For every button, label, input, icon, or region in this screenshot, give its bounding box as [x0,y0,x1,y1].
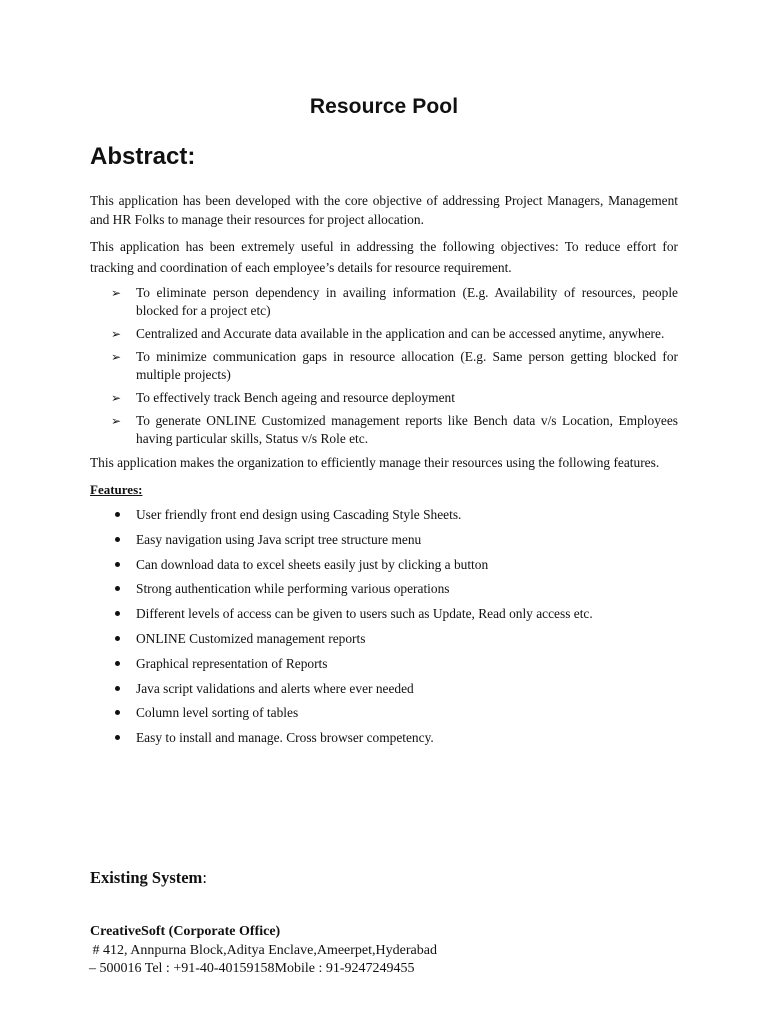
list-item [90,604,678,629]
arrow-bullet-icon: ➢ [111,391,122,405]
bullet-dot-icon [115,512,120,517]
objective-text: Centralized and Accurate data available in the application and can be accessed anytime, anywhere. [136,326,665,341]
list-item [90,389,678,407]
feature-text: Can download data to excel sheets easily just by clicking a button [136,556,489,572]
bullet-dot-icon [115,686,120,691]
bullet-dot-icon [115,735,120,740]
list-item [90,679,678,704]
objective-text: To generate ONLINE Customized management reports like Bench data v/s Location, Employees having particular skills, Status v/s Role etc. [136,413,678,446]
intro-paragraph: This application has been developed with the core objective of addressing Project Managers, Management and HR Folks to manage their resources for project allocation. [90,193,678,227]
list-item [90,530,678,555]
document-title: Resource Pool [309,95,459,118]
arrow-bullet-icon: ➢ [111,286,122,300]
objective-text: To minimize communication gaps in resource allocation (E.g. Same person getting blocked for multiple projects) [136,349,678,382]
objective-text: To effectively track Bench ageing and resource deployment [136,390,455,405]
feature-text: Easy to install and manage. Cross browser competency. [136,730,434,746]
list-item [90,579,678,604]
document-body [90,191,678,753]
objectives-paragraph: This application has been extremely useful in addressing the following objectives: To reduce effort for tracking and coordination of each employee’s details for resource requirement. [90,239,678,275]
bullet-dot-icon [115,586,120,591]
feature-text: Graphical representation of Reports [136,655,328,671]
address-line-1: # 412, Annpurna Block,Aditya Enclave,Ameerpet,Hyderabad [89,943,437,958]
arrow-bullet-icon: ➢ [111,327,122,341]
existing-system-label: Existing System [90,868,203,887]
bullet-dot-icon [115,611,120,616]
arrow-bullet-icon: ➢ [111,350,122,364]
closing-paragraph: This application makes the organization to efficiently manage their resources using the following features. [90,455,660,470]
feature-text: Easy navigation using Java script tree structure menu [136,531,422,547]
bullet-dot-icon [115,537,120,542]
arrow-bullet-icon: ➢ [111,414,122,428]
list-item [90,505,678,530]
abstract-heading: Abstract: [90,143,196,170]
list-item [90,412,678,448]
company-name: CreativeSoft (Corporate Office) [90,924,281,939]
existing-system-colon: : [202,868,207,887]
list-item [90,325,678,343]
list-item [90,654,678,679]
feature-text: ONLINE Customized management reports [136,630,366,646]
feature-text: Java script validations and alerts where ever needed [136,680,414,696]
existing-system-heading [90,868,207,888]
address-line-2: – 500016 Tel : +91-40-40159158Mobile : 91-9247249455 [89,961,415,976]
bullet-dot-icon [115,710,120,715]
bullet-dot-icon [115,636,120,641]
list-item [90,629,678,654]
list-item [90,555,678,580]
list-item [90,703,678,728]
bullet-dot-icon [115,562,120,567]
bullet-dot-icon [115,661,120,666]
feature-text: User friendly front end design using Cascading Style Sheets. [136,507,462,522]
feature-text: Column level sorting of tables [136,705,299,721]
feature-text: Strong authentication while performing various operations [136,581,450,597]
feature-text: Different levels of access can be given to users such as Update, Read only access etc. [136,606,593,622]
list-item [90,728,678,753]
features-label: Features: [90,482,143,497]
list-item [90,284,678,320]
company-address [89,942,437,978]
objective-text: To eliminate person dependency in availing information (E.g. Availability of resources, people blocked for a project etc) [136,285,678,318]
list-item [90,348,678,384]
objectives-list [90,284,678,448]
features-list [90,505,678,753]
